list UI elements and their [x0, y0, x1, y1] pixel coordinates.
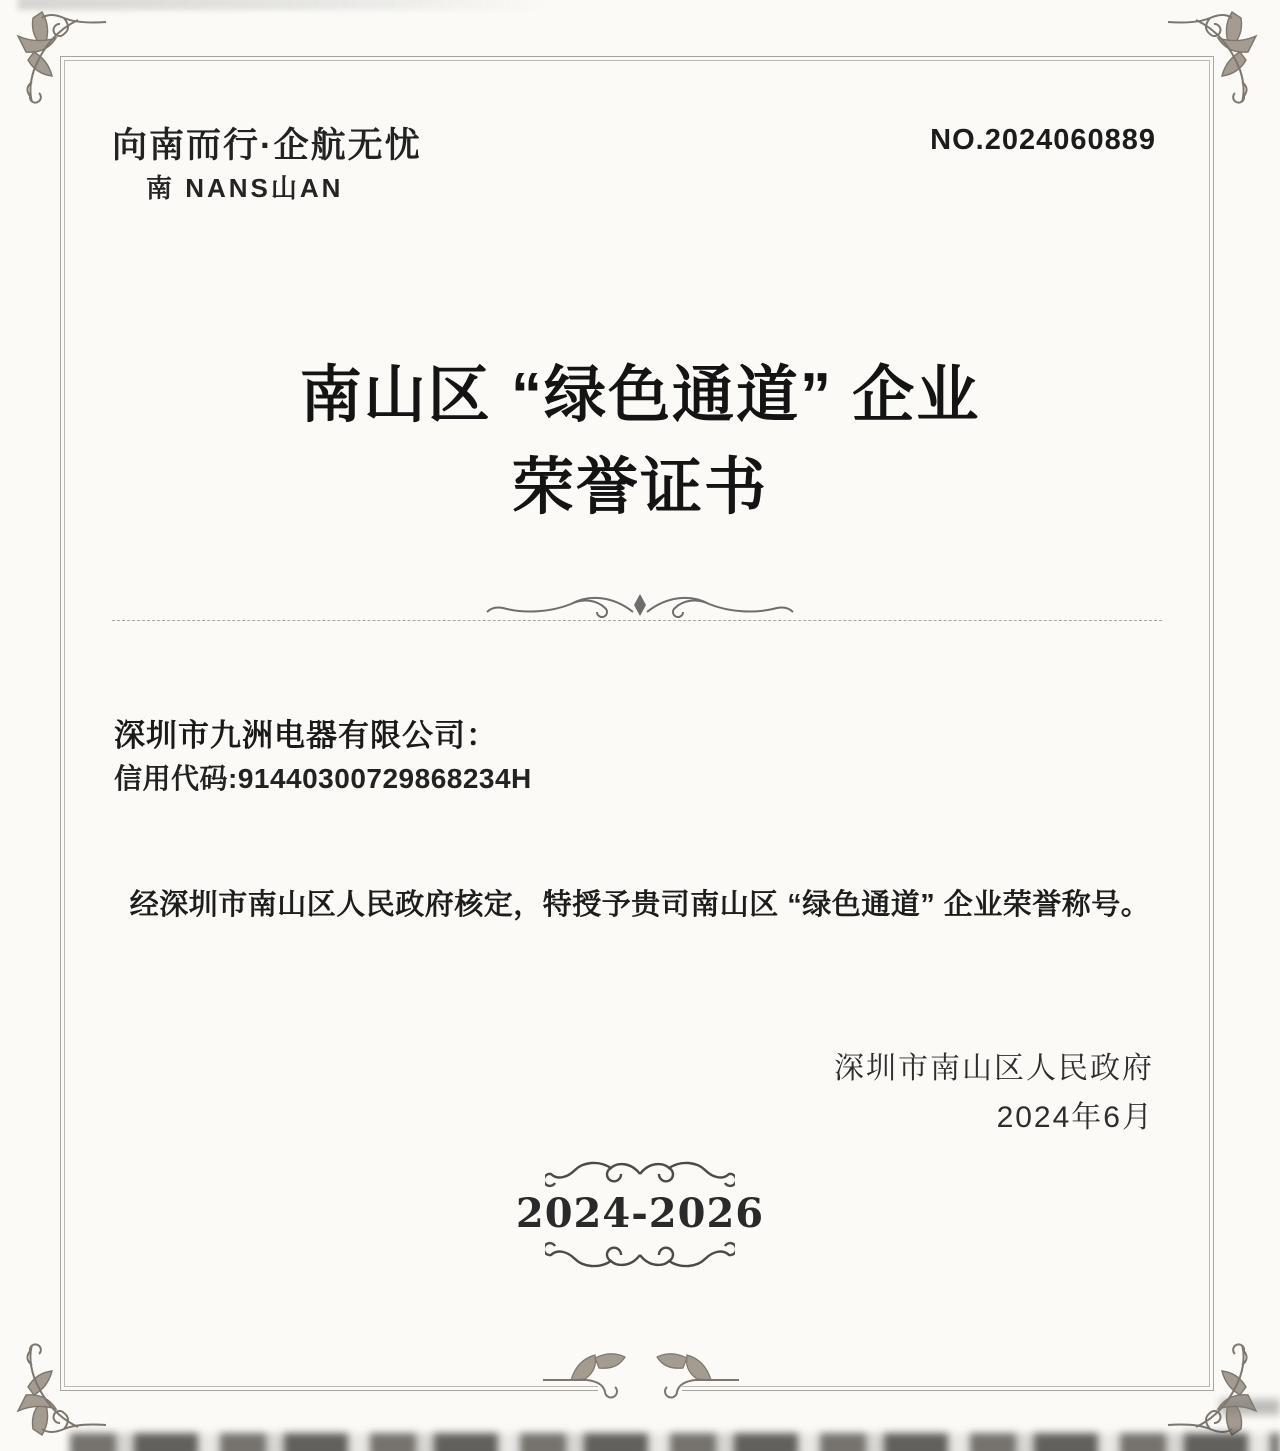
border-gap — [598, 1378, 682, 1400]
divider-flourish-icon — [485, 586, 795, 622]
logo-brand-nanshan: 南 NANS山AN — [146, 173, 344, 203]
scan-band-bottom-right — [1220, 1399, 1280, 1415]
validity-flourish-top-icon — [545, 1156, 735, 1188]
certificate-title-line2: 荣誉证书 — [511, 452, 768, 522]
recipient-company-name: 深圳市九洲电器有限公司： — [114, 718, 498, 753]
divider-diamond — [634, 594, 646, 616]
issue-date: 2024年6月 — [996, 1101, 1154, 1134]
logo-slogan: 向南而行·企航无忧 — [112, 126, 422, 165]
validity-years: 2024-2026 — [515, 1190, 765, 1237]
validity-flourish-bottom-icon — [545, 1241, 735, 1273]
signature-block — [834, 1044, 1154, 1142]
recipient-credit-code: 信用代码:91440300729868234H — [114, 763, 532, 794]
certificate-number: NO.2024060889 — [930, 124, 1156, 156]
scan-smudge-top — [18, 0, 548, 10]
scan-band-bottom — [70, 1433, 1280, 1451]
issuer-name: 深圳市南山区人民政府 — [834, 1052, 1154, 1085]
validity-block — [0, 1156, 1280, 1273]
certificate-title — [0, 350, 1280, 534]
certificate-title-line1: 南山区 “绿色通道” 企业 — [299, 361, 981, 430]
divider-line — [112, 620, 1162, 621]
award-statement: 经深圳市南山区人民政府核定，特授予贵司南山区 “绿色通道” 企业荣誉称号。 — [129, 889, 1151, 921]
